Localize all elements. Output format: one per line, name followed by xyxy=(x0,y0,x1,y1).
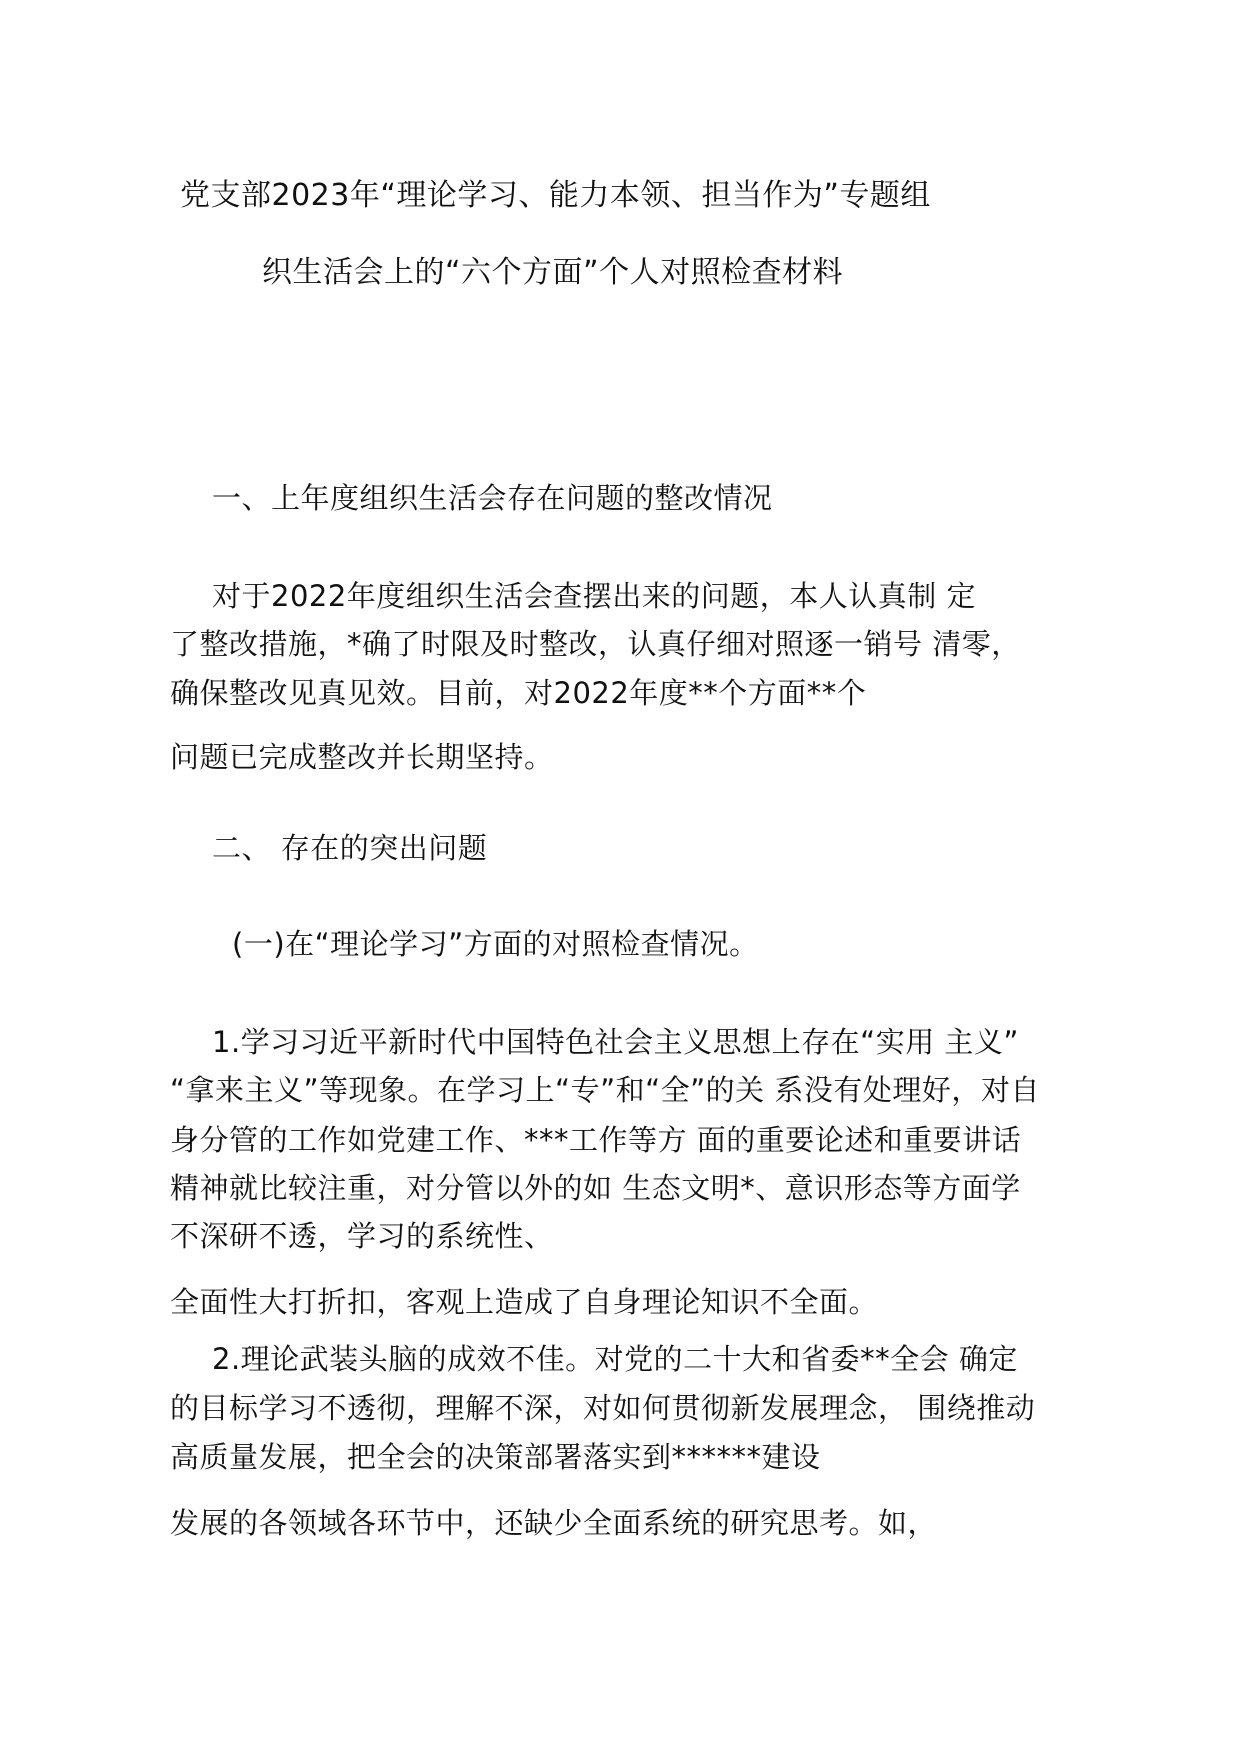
document-title-line-2: 织生活会上的“六个方面”个人对照检查材料 xyxy=(262,255,844,290)
item-1-line-6: 全面性大打折扣，客观上造成了自身理论知识不全面。 xyxy=(170,1285,879,1319)
subsection-1-heading: (一)在“理论学习”方面的对照检查情况。 xyxy=(232,927,759,961)
paragraph-1-line-1: 对于2022年度组织生活会查摆出来的问题，本人认真制 定 xyxy=(212,579,977,613)
item-2-line-4: 发展的各领域各环节中，还缺少全面系统的研究思考。如， xyxy=(170,1506,938,1540)
paragraph-1-line-2: 了整改措施，*确了时限及时整改，认真仔细对照逐一销号 清零， xyxy=(170,627,1021,661)
item-2-line-3: 高质量发展，把全会的决策部署落实到******建设 xyxy=(170,1440,821,1474)
item-1-line-5: 不深研不透，学习的系统性、 xyxy=(170,1219,554,1253)
item-1-line-3: 身分管的工作如党建工作、***工作等方 面的重要论述和重要讲话 xyxy=(170,1123,1022,1157)
paragraph-1-line-4: 问题已完成整改并长期坚持。 xyxy=(170,740,554,774)
section-1-heading: 一、上年度组织生活会存在问题的整改情况 xyxy=(212,481,773,515)
section-2-heading: 二、 存在的突出问题 xyxy=(212,831,488,865)
paragraph-1-line-3: 确保整改见真见效。目前，对2022年度**个方面**个 xyxy=(170,676,867,710)
item-1-line-2: “拿来主义”等现象。在学习上“专”和“全”的关 系没有处理好，对自 xyxy=(170,1073,1040,1107)
item-2-line-1: 2.理论武装头脑的成效不佳。对党的二十大和省委**全会 确定 xyxy=(212,1342,1018,1376)
item-2-line-2: 的目标学习不透彻，理解不深，对如何贯彻新发展理念， 围绕推动 xyxy=(170,1391,1036,1425)
item-1-line-1: 1.学习习近平新时代中国特色社会主义思想上存在“实用 主义” xyxy=(212,1025,1019,1059)
item-1-line-4: 精神就比较注重，对分管以外的如 生态文明*、意识形态等方面学 xyxy=(170,1171,1021,1205)
document-title-line-1: 党支部2023年“理论学习、能力本领、担当作为”专题组 xyxy=(180,178,931,213)
